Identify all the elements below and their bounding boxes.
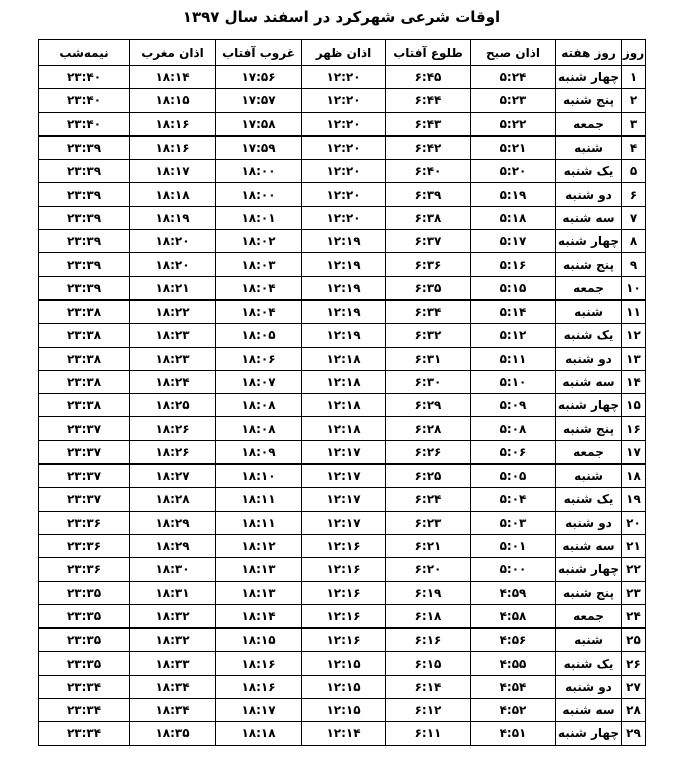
cell-midnight: ۲۳:۳۸ — [39, 347, 130, 370]
cell-sunset: ۱۸:۱۵ — [216, 628, 302, 652]
cell-day: ۲۰ — [622, 511, 646, 534]
cell-maghrib: ۱۸:۳۲ — [130, 604, 216, 628]
cell-midnight: ۲۳:۳۵ — [39, 581, 130, 604]
cell-sunset: ۱۷:۵۸ — [216, 112, 302, 136]
cell-day: ۱۵ — [622, 394, 646, 417]
table-row — [39, 370, 646, 393]
cell-sunset: ۱۸:۱۸ — [216, 722, 302, 745]
table-row — [39, 604, 646, 628]
cell-sunrise: ۶:۲۵ — [386, 464, 471, 488]
cell-sunset: ۱۸:۰۲ — [216, 230, 302, 253]
cell-midnight: ۲۳:۳۴ — [39, 675, 130, 698]
cell-dhuhr: ۱۲:۱۶ — [302, 628, 386, 652]
cell-dhuhr: ۱۲:۱۹ — [302, 300, 386, 324]
cell-maghrib: ۱۸:۳۱ — [130, 581, 216, 604]
cell-sunset: ۱۷:۵۹ — [216, 136, 302, 160]
cell-sunset: ۱۸:۰۵ — [216, 324, 302, 347]
cell-sunset: ۱۸:۰۶ — [216, 347, 302, 370]
table-row — [39, 136, 646, 160]
cell-midnight: ۲۳:۳۹ — [39, 136, 130, 160]
cell-fajr: ۴:۵۹ — [471, 581, 556, 604]
cell-dhuhr: ۱۲:۱۹ — [302, 230, 386, 253]
cell-fajr: ۴:۵۲ — [471, 699, 556, 722]
table-row — [39, 347, 646, 370]
cell-fajr: ۴:۵۱ — [471, 722, 556, 745]
cell-dhuhr: ۱۲:۱۶ — [302, 534, 386, 557]
cell-midnight: ۲۳:۳۶ — [39, 558, 130, 581]
cell-dhuhr: ۱۲:۱۹ — [302, 253, 386, 276]
cell-fajr: ۵:۱۱ — [471, 347, 556, 370]
cell-fajr: ۴:۵۶ — [471, 628, 556, 652]
cell-weekday: پنج شنبه — [556, 417, 622, 440]
cell-sunset: ۱۸:۰۰ — [216, 160, 302, 183]
table-row — [39, 675, 646, 698]
cell-sunset: ۱۸:۱۳ — [216, 558, 302, 581]
cell-maghrib: ۱۸:۲۱ — [130, 276, 216, 300]
table-row — [39, 89, 646, 112]
cell-maghrib: ۱۸:۲۰ — [130, 230, 216, 253]
cell-midnight: ۲۳:۳۷ — [39, 417, 130, 440]
cell-sunset: ۱۸:۱۱ — [216, 511, 302, 534]
cell-sunset: ۱۸:۱۳ — [216, 581, 302, 604]
cell-fajr: ۵:۱۰ — [471, 370, 556, 393]
cell-midnight: ۲۳:۴۰ — [39, 112, 130, 136]
table-row — [39, 699, 646, 722]
cell-midnight: ۲۳:۳۹ — [39, 183, 130, 206]
cell-weekday: یک شنبه — [556, 652, 622, 675]
table-row — [39, 488, 646, 511]
cell-sunrise: ۶:۲۶ — [386, 440, 471, 464]
cell-sunrise: ۶:۴۴ — [386, 89, 471, 112]
cell-sunset: ۱۸:۰۴ — [216, 276, 302, 300]
cell-dhuhr: ۱۲:۱۶ — [302, 581, 386, 604]
cell-midnight: ۲۳:۳۷ — [39, 464, 130, 488]
cell-day: ۲۱ — [622, 534, 646, 557]
header-midnight: نیمه‌شب — [39, 40, 130, 66]
cell-sunrise: ۶:۲۹ — [386, 394, 471, 417]
cell-fajr: ۵:۱۹ — [471, 183, 556, 206]
cell-maghrib: ۱۸:۲۳ — [130, 324, 216, 347]
cell-sunrise: ۶:۱۸ — [386, 604, 471, 628]
table-row — [39, 300, 646, 324]
cell-weekday: پنج شنبه — [556, 581, 622, 604]
cell-dhuhr: ۱۲:۱۵ — [302, 652, 386, 675]
cell-dhuhr: ۱۲:۱۸ — [302, 370, 386, 393]
cell-dhuhr: ۱۲:۱۷ — [302, 488, 386, 511]
cell-sunrise: ۶:۱۴ — [386, 675, 471, 698]
cell-weekday: پنج شنبه — [556, 253, 622, 276]
cell-sunrise: ۶:۳۰ — [386, 370, 471, 393]
cell-sunset: ۱۸:۱۶ — [216, 675, 302, 698]
cell-day: ۱ — [622, 66, 646, 89]
cell-weekday: دو شنبه — [556, 347, 622, 370]
cell-dhuhr: ۱۲:۱۶ — [302, 604, 386, 628]
cell-sunset: ۱۸:۰۸ — [216, 394, 302, 417]
cell-sunset: ۱۸:۱۷ — [216, 699, 302, 722]
cell-weekday: جمعه — [556, 604, 622, 628]
cell-sunset: ۱۷:۵۷ — [216, 89, 302, 112]
cell-sunset: ۱۸:۰۱ — [216, 206, 302, 229]
cell-weekday: سه شنبه — [556, 206, 622, 229]
table-row — [39, 276, 646, 300]
cell-day: ۱۳ — [622, 347, 646, 370]
cell-maghrib: ۱۸:۳۵ — [130, 722, 216, 745]
table-row — [39, 440, 646, 464]
cell-fajr: ۵:۰۴ — [471, 488, 556, 511]
cell-sunrise: ۶:۱۵ — [386, 652, 471, 675]
table-row — [39, 534, 646, 557]
cell-fajr: ۴:۵۴ — [471, 675, 556, 698]
header-fajr: اذان صبح — [471, 40, 556, 66]
cell-weekday: چهار شنبه — [556, 394, 622, 417]
cell-dhuhr: ۱۲:۱۵ — [302, 675, 386, 698]
cell-midnight: ۲۳:۳۴ — [39, 699, 130, 722]
cell-sunrise: ۶:۱۶ — [386, 628, 471, 652]
header-sunrise: طلوع آفتاب — [386, 40, 471, 66]
cell-sunset: ۱۷:۵۶ — [216, 66, 302, 89]
cell-midnight: ۲۳:۳۸ — [39, 324, 130, 347]
cell-day: ۷ — [622, 206, 646, 229]
cell-midnight: ۲۳:۳۷ — [39, 488, 130, 511]
cell-fajr: ۵:۲۰ — [471, 160, 556, 183]
table-row — [39, 722, 646, 745]
cell-sunrise: ۶:۴۳ — [386, 112, 471, 136]
cell-sunset: ۱۸:۱۶ — [216, 652, 302, 675]
cell-fajr: ۴:۵۸ — [471, 604, 556, 628]
cell-day: ۲۶ — [622, 652, 646, 675]
cell-day: ۲۹ — [622, 722, 646, 745]
header-sunset: غروب آفتاب — [216, 40, 302, 66]
cell-dhuhr: ۱۲:۱۶ — [302, 558, 386, 581]
cell-weekday: جمعه — [556, 112, 622, 136]
cell-sunset: ۱۸:۱۴ — [216, 604, 302, 628]
cell-maghrib: ۱۸:۱۹ — [130, 206, 216, 229]
cell-day: ۳ — [622, 112, 646, 136]
cell-midnight: ۲۳:۳۹ — [39, 160, 130, 183]
cell-fajr: ۵:۱۲ — [471, 324, 556, 347]
table-row — [39, 253, 646, 276]
cell-weekday: دو شنبه — [556, 183, 622, 206]
cell-sunrise: ۶:۱۲ — [386, 699, 471, 722]
cell-sunrise: ۶:۳۸ — [386, 206, 471, 229]
cell-midnight: ۲۳:۳۶ — [39, 534, 130, 557]
cell-maghrib: ۱۸:۲۲ — [130, 300, 216, 324]
cell-fajr: ۵:۲۴ — [471, 66, 556, 89]
cell-sunset: ۱۸:۰۷ — [216, 370, 302, 393]
cell-day: ۲ — [622, 89, 646, 112]
cell-weekday: سه شنبه — [556, 534, 622, 557]
cell-weekday: چهار شنبه — [556, 558, 622, 581]
cell-sunset: ۱۸:۰۹ — [216, 440, 302, 464]
cell-maghrib: ۱۸:۱۵ — [130, 89, 216, 112]
cell-day: ۱۰ — [622, 276, 646, 300]
cell-day: ۲۸ — [622, 699, 646, 722]
cell-maghrib: ۱۸:۲۵ — [130, 394, 216, 417]
cell-day: ۸ — [622, 230, 646, 253]
table-row — [39, 628, 646, 652]
cell-weekday: چهار شنبه — [556, 66, 622, 89]
cell-sunset: ۱۸:۱۲ — [216, 534, 302, 557]
header-day: روز — [622, 40, 646, 66]
cell-midnight: ۲۳:۳۹ — [39, 206, 130, 229]
cell-day: ۲۵ — [622, 628, 646, 652]
cell-maghrib: ۱۸:۲۷ — [130, 464, 216, 488]
table-row — [39, 183, 646, 206]
cell-weekday: شنبه — [556, 300, 622, 324]
cell-midnight: ۲۳:۳۹ — [39, 276, 130, 300]
cell-fajr: ۵:۱۷ — [471, 230, 556, 253]
cell-day: ۲۳ — [622, 581, 646, 604]
cell-midnight: ۲۳:۳۷ — [39, 440, 130, 464]
cell-sunrise: ۶:۴۵ — [386, 66, 471, 89]
cell-day: ۱۲ — [622, 324, 646, 347]
cell-sunset: ۱۸:۱۰ — [216, 464, 302, 488]
cell-dhuhr: ۱۲:۱۹ — [302, 324, 386, 347]
cell-fajr: ۵:۱۵ — [471, 276, 556, 300]
table-row — [39, 112, 646, 136]
cell-maghrib: ۱۸:۳۲ — [130, 628, 216, 652]
cell-midnight: ۲۳:۳۹ — [39, 253, 130, 276]
cell-sunrise: ۶:۳۲ — [386, 324, 471, 347]
cell-fajr: ۵:۰۱ — [471, 534, 556, 557]
cell-sunrise: ۶:۲۳ — [386, 511, 471, 534]
cell-dhuhr: ۱۲:۱۵ — [302, 699, 386, 722]
cell-fajr: ۵:۱۶ — [471, 253, 556, 276]
cell-fajr: ۵:۲۲ — [471, 112, 556, 136]
cell-sunrise: ۶:۴۲ — [386, 136, 471, 160]
cell-sunrise: ۶:۲۸ — [386, 417, 471, 440]
cell-weekday: شنبه — [556, 136, 622, 160]
cell-maghrib: ۱۸:۲۶ — [130, 440, 216, 464]
table-row — [39, 464, 646, 488]
cell-day: ۱۶ — [622, 417, 646, 440]
cell-dhuhr: ۱۲:۱۷ — [302, 511, 386, 534]
cell-dhuhr: ۱۲:۱۷ — [302, 440, 386, 464]
cell-midnight: ۲۳:۳۵ — [39, 628, 130, 652]
cell-day: ۲۴ — [622, 604, 646, 628]
cell-weekday: یک شنبه — [556, 160, 622, 183]
cell-sunrise: ۶:۱۱ — [386, 722, 471, 745]
cell-dhuhr: ۱۲:۲۰ — [302, 136, 386, 160]
cell-sunrise: ۶:۲۰ — [386, 558, 471, 581]
table-row — [39, 417, 646, 440]
table-row — [39, 394, 646, 417]
cell-day: ۵ — [622, 160, 646, 183]
cell-fajr: ۵:۱۴ — [471, 300, 556, 324]
cell-sunset: ۱۸:۰۴ — [216, 300, 302, 324]
cell-dhuhr: ۱۲:۱۸ — [302, 394, 386, 417]
cell-weekday: یک شنبه — [556, 488, 622, 511]
cell-weekday: دو شنبه — [556, 511, 622, 534]
cell-day: ۱۱ — [622, 300, 646, 324]
cell-dhuhr: ۱۲:۲۰ — [302, 66, 386, 89]
cell-midnight: ۲۳:۴۰ — [39, 89, 130, 112]
cell-day: ۲۲ — [622, 558, 646, 581]
cell-weekday: شنبه — [556, 628, 622, 652]
cell-midnight: ۲۳:۳۶ — [39, 511, 130, 534]
table-row — [39, 324, 646, 347]
cell-maghrib: ۱۸:۱۶ — [130, 136, 216, 160]
cell-day: ۹ — [622, 253, 646, 276]
header-row — [39, 40, 646, 66]
cell-fajr: ۵:۱۸ — [471, 206, 556, 229]
cell-midnight: ۲۳:۳۸ — [39, 370, 130, 393]
cell-fajr: ۵:۰۳ — [471, 511, 556, 534]
cell-maghrib: ۱۸:۲۹ — [130, 534, 216, 557]
cell-sunrise: ۶:۲۱ — [386, 534, 471, 557]
cell-weekday: سه شنبه — [556, 699, 622, 722]
cell-maghrib: ۱۸:۳۳ — [130, 652, 216, 675]
cell-maghrib: ۱۸:۳۴ — [130, 675, 216, 698]
cell-dhuhr: ۱۲:۱۸ — [302, 417, 386, 440]
cell-sunrise: ۶:۳۹ — [386, 183, 471, 206]
cell-dhuhr: ۱۲:۲۰ — [302, 206, 386, 229]
cell-weekday: چهار شنبه — [556, 230, 622, 253]
cell-fajr: ۵:۰۰ — [471, 558, 556, 581]
table-row — [39, 206, 646, 229]
cell-fajr: ۴:۵۵ — [471, 652, 556, 675]
cell-weekday: پنج شنبه — [556, 89, 622, 112]
cell-weekday: جمعه — [556, 276, 622, 300]
cell-dhuhr: ۱۲:۱۴ — [302, 722, 386, 745]
cell-sunset: ۱۸:۰۸ — [216, 417, 302, 440]
cell-fajr: ۵:۲۳ — [471, 89, 556, 112]
cell-midnight: ۲۳:۳۴ — [39, 722, 130, 745]
cell-dhuhr: ۱۲:۲۰ — [302, 89, 386, 112]
cell-dhuhr: ۱۲:۱۸ — [302, 347, 386, 370]
prayer-times-table — [38, 39, 646, 746]
cell-midnight: ۲۳:۳۸ — [39, 394, 130, 417]
cell-weekday: شنبه — [556, 464, 622, 488]
cell-day: ۶ — [622, 183, 646, 206]
table-row — [39, 558, 646, 581]
cell-dhuhr: ۱۲:۲۰ — [302, 112, 386, 136]
cell-fajr: ۵:۲۱ — [471, 136, 556, 160]
table-row — [39, 511, 646, 534]
cell-maghrib: ۱۸:۲۹ — [130, 511, 216, 534]
cell-dhuhr: ۱۲:۱۷ — [302, 464, 386, 488]
cell-dhuhr: ۱۲:۲۰ — [302, 183, 386, 206]
table-row — [39, 66, 646, 89]
table-row — [39, 230, 646, 253]
cell-maghrib: ۱۸:۲۶ — [130, 417, 216, 440]
cell-fajr: ۵:۰۹ — [471, 394, 556, 417]
header-maghrib: اذان مغرب — [130, 40, 216, 66]
cell-maghrib: ۱۸:۳۰ — [130, 558, 216, 581]
cell-midnight: ۲۳:۴۰ — [39, 66, 130, 89]
cell-day: ۱۸ — [622, 464, 646, 488]
cell-sunrise: ۶:۳۶ — [386, 253, 471, 276]
cell-maghrib: ۱۸:۲۸ — [130, 488, 216, 511]
cell-dhuhr: ۱۲:۱۹ — [302, 276, 386, 300]
cell-midnight: ۲۳:۳۹ — [39, 230, 130, 253]
cell-midnight: ۲۳:۳۸ — [39, 300, 130, 324]
cell-sunset: ۱۸:۱۱ — [216, 488, 302, 511]
cell-sunrise: ۶:۳۵ — [386, 276, 471, 300]
cell-day: ۱۹ — [622, 488, 646, 511]
cell-day: ۲۷ — [622, 675, 646, 698]
cell-maghrib: ۱۸:۲۳ — [130, 347, 216, 370]
cell-fajr: ۵:۰۶ — [471, 440, 556, 464]
cell-weekday: دو شنبه — [556, 675, 622, 698]
cell-sunrise: ۶:۳۴ — [386, 300, 471, 324]
table-row — [39, 160, 646, 183]
cell-fajr: ۵:۰۵ — [471, 464, 556, 488]
cell-weekday: سه شنبه — [556, 370, 622, 393]
cell-day: ۱۷ — [622, 440, 646, 464]
cell-midnight: ۲۳:۳۵ — [39, 604, 130, 628]
cell-sunrise: ۶:۱۹ — [386, 581, 471, 604]
header-weekday: روز هفته — [556, 40, 622, 66]
cell-midnight: ۲۳:۳۵ — [39, 652, 130, 675]
cell-sunrise: ۶:۴۰ — [386, 160, 471, 183]
cell-maghrib: ۱۸:۱۷ — [130, 160, 216, 183]
header-dhuhr: اذان ظهر — [302, 40, 386, 66]
cell-maghrib: ۱۸:۳۴ — [130, 699, 216, 722]
cell-sunrise: ۶:۳۱ — [386, 347, 471, 370]
cell-sunrise: ۶:۲۴ — [386, 488, 471, 511]
cell-sunrise: ۶:۳۷ — [386, 230, 471, 253]
cell-sunset: ۱۸:۰۳ — [216, 253, 302, 276]
cell-fajr: ۵:۰۸ — [471, 417, 556, 440]
cell-sunset: ۱۸:۰۰ — [216, 183, 302, 206]
cell-maghrib: ۱۸:۲۰ — [130, 253, 216, 276]
page-title: اوقات شرعی شهرکرد در اسفند سال ۱۳۹۷ — [182, 8, 501, 26]
cell-maghrib: ۱۸:۲۴ — [130, 370, 216, 393]
cell-dhuhr: ۱۲:۲۰ — [302, 160, 386, 183]
table-row — [39, 652, 646, 675]
cell-weekday: چهار شنبه — [556, 722, 622, 745]
cell-weekday: یک شنبه — [556, 324, 622, 347]
cell-maghrib: ۱۸:۱۶ — [130, 112, 216, 136]
cell-maghrib: ۱۸:۱۸ — [130, 183, 216, 206]
cell-day: ۴ — [622, 136, 646, 160]
cell-day: ۱۴ — [622, 370, 646, 393]
cell-weekday: جمعه — [556, 440, 622, 464]
table-row — [39, 581, 646, 604]
cell-maghrib: ۱۸:۱۴ — [130, 66, 216, 89]
